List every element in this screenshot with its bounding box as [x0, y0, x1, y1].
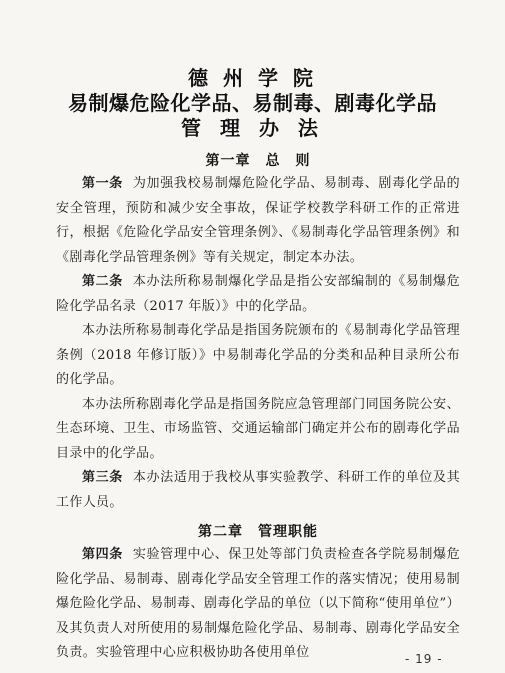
title-line-subject: 易制爆危险化学品、易制毒、剧毒化学品: [68, 91, 437, 115]
document-title: [0, 66, 505, 141]
article-2-label: 第二条: [82, 274, 123, 289]
article-1: [56, 172, 460, 270]
article-2-paragraph-2-text: 本办法所称易制毒化学品是指国务院颁布的《易制毒化学品管理条例（2018 年修订版）》中易制毒化学品的分类和品种目录所公布的化学品。: [56, 323, 460, 387]
article-3: [56, 466, 460, 515]
document-body: [56, 150, 460, 666]
article-2-text: 本办法所称易制爆化学品是指公安部编制的《易制爆危险化学品名录（2017 年版）》中的化学品。: [56, 274, 460, 314]
title-line-doctype: 管 理 办 法: [181, 116, 324, 140]
page-number: - 19 -: [405, 652, 443, 666]
article-3-label: 第三条: [82, 470, 123, 485]
article-2: [56, 270, 460, 319]
article-4: [56, 543, 460, 666]
article-4-text: 实验管理中心、保卫处等部门负责检查各学院易制爆危险化学品、易制毒、剧毒化学品安全管理工作的落实情况；使用易制爆危险化学品、易制毒、剧毒化学品的单位（以下简称“使用单位”）及其负责人对所使用的易制爆危险化学品、易制毒、剧毒化学品安全负责。实验管理中心应积极协助各使用单位: [56, 547, 460, 660]
article-3-text: 本办法适用于我校从事实验教学、科研工作的单位及其工作人员。: [56, 470, 460, 510]
title-line-institution: 德 州 学 院: [188, 66, 317, 90]
article-2-paragraph-3-text: 本办法所称剧毒化学品是指国务院应急管理部门同国务院公安、生态环境、卫生、市场监管、交通运输部门确定并公布的剧毒化学品目录中的化学品。: [56, 396, 460, 461]
article-2-paragraph-3: [56, 393, 460, 467]
article-1-text: 为加强我校易制爆危险化学品、易制毒、剧毒化学品的安全管理，预防和减少安全事故，保证学校教学科研工作的正常进行，根据《危险化学品安全管理条例》、《易制毒化学品管理条例》和《剧毒化学品管理条例》等有关规定，制定本办法。: [56, 176, 460, 265]
article-4-label: 第四条: [82, 547, 123, 562]
article-2-paragraph-2: [56, 319, 460, 393]
article-1-label: 第一条: [82, 176, 123, 191]
chapter-1-heading: 第一章 总 则: [205, 153, 311, 169]
chapter-2-heading: 第二章 管理职能: [198, 524, 318, 540]
